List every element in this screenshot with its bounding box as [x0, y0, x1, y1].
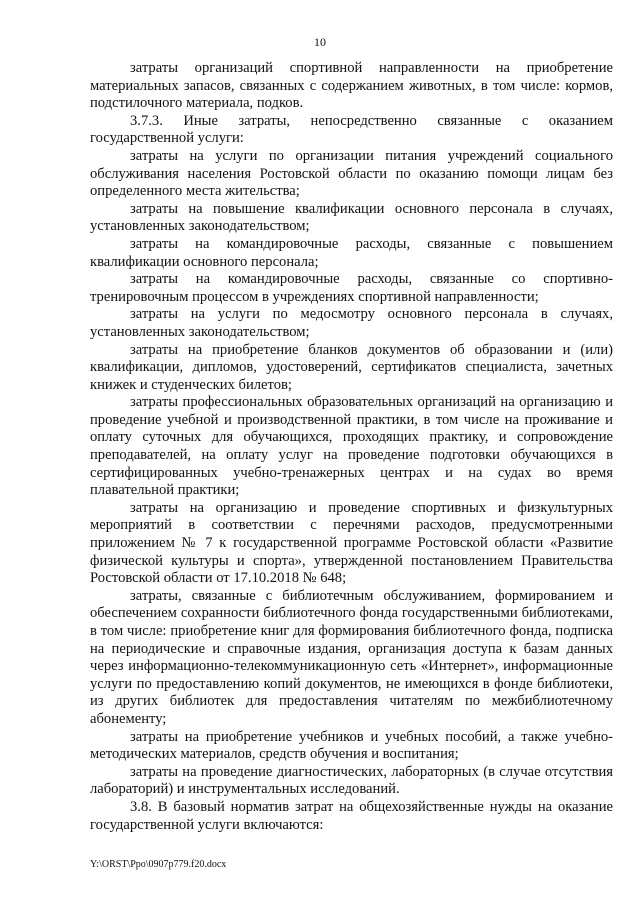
paragraph: затраты на командировочные расходы, связанные с повышением квалификации основного персонала; — [90, 235, 613, 270]
document-body — [90, 60, 613, 834]
paragraph: затраты на проведение диагностических, лабораторных (в случае отсутствия лабораторий) и инструментальных исследований. — [90, 763, 613, 798]
paragraph: 3.7.3. Иные затраты, непосредственно связанные с оказанием государственной услуги: — [90, 112, 613, 147]
footer-file-path: Y:\ORST\Ppo\0907p779.f20.docx — [90, 859, 227, 870]
paragraph: затраты на приобретение бланков документов об образовании и (или) квалификации, дипломов, удостоверений, сертификатов специалиста, зачетных книжек и студенческих билетов; — [90, 341, 613, 393]
paragraph: затраты на услуги по организации питания учреждений социального обслуживания населения Ростовской области по оказанию помощи лицам без определенного места жительства; — [90, 147, 613, 200]
page-number: 10 — [314, 35, 326, 49]
paragraph: затраты на приобретение учебников и учебных пособий, а также учебно-методических материалов, средств обучения и воспитания; — [90, 728, 613, 763]
paragraph: затраты на повышение квалификации основного персонала в случаях, установленных законодательством; — [90, 200, 613, 235]
paragraph: затраты на услуги по медосмотру основного персонала в случаях, установленных законодательством; — [90, 306, 613, 340]
paragraph: 3.8. В базовый норматив затрат на общехозяйственные нужды на оказание государственной услуги включаются: — [90, 798, 613, 833]
paragraph: затраты профессиональных образовательных организаций на организацию и проведение учебной и производственной практики, в том числе на проживание и оплату суточных для обучающихся, проходящих практику, и сопровождение преподавателей, на оплату услуг на проведение подготовки обучающихся в сертифицированных учебно-тренажерных центрах и на судах во время плавательной практики; — [90, 394, 613, 499]
paragraph: затраты организаций спортивной направленности на приобретение материальных запасов, связанных с содержанием животных, в том числе: кормов, подстилочного материала, подков. — [90, 60, 613, 112]
paragraph: затраты на командировочные расходы, связанные со спортивно-тренировочным процессом в учреждениях спортивной направленности; — [90, 271, 613, 305]
paragraph: затраты на организацию и проведение спортивных и физкультурных мероприятий в соответствии с перечнями расходов, предусмотренными приложением № 7 к государственной программе Ростовской области «Развитие физической культуры и спорта», утвержденной постановлением Правительства Ростовской области от 17.10.2018 № 648; — [90, 499, 613, 587]
paragraph: затраты, связанные с библиотечным обслуживанием, формированием и обеспечением сохранности библиотечного фонда государственными библиотеками, в том числе: приобретение книг для формирования библиотечного фонда, подписка на периодические и справочные издания, организация доступа к базам данных через информационно-телекоммуникационную сеть «Интернет», информационные услуги по предоставлению копий документов, не имеющихся в фонде библиотеки, из других библиотек для предоставления читателям по межбиблиотечному абонементу; — [90, 587, 613, 727]
